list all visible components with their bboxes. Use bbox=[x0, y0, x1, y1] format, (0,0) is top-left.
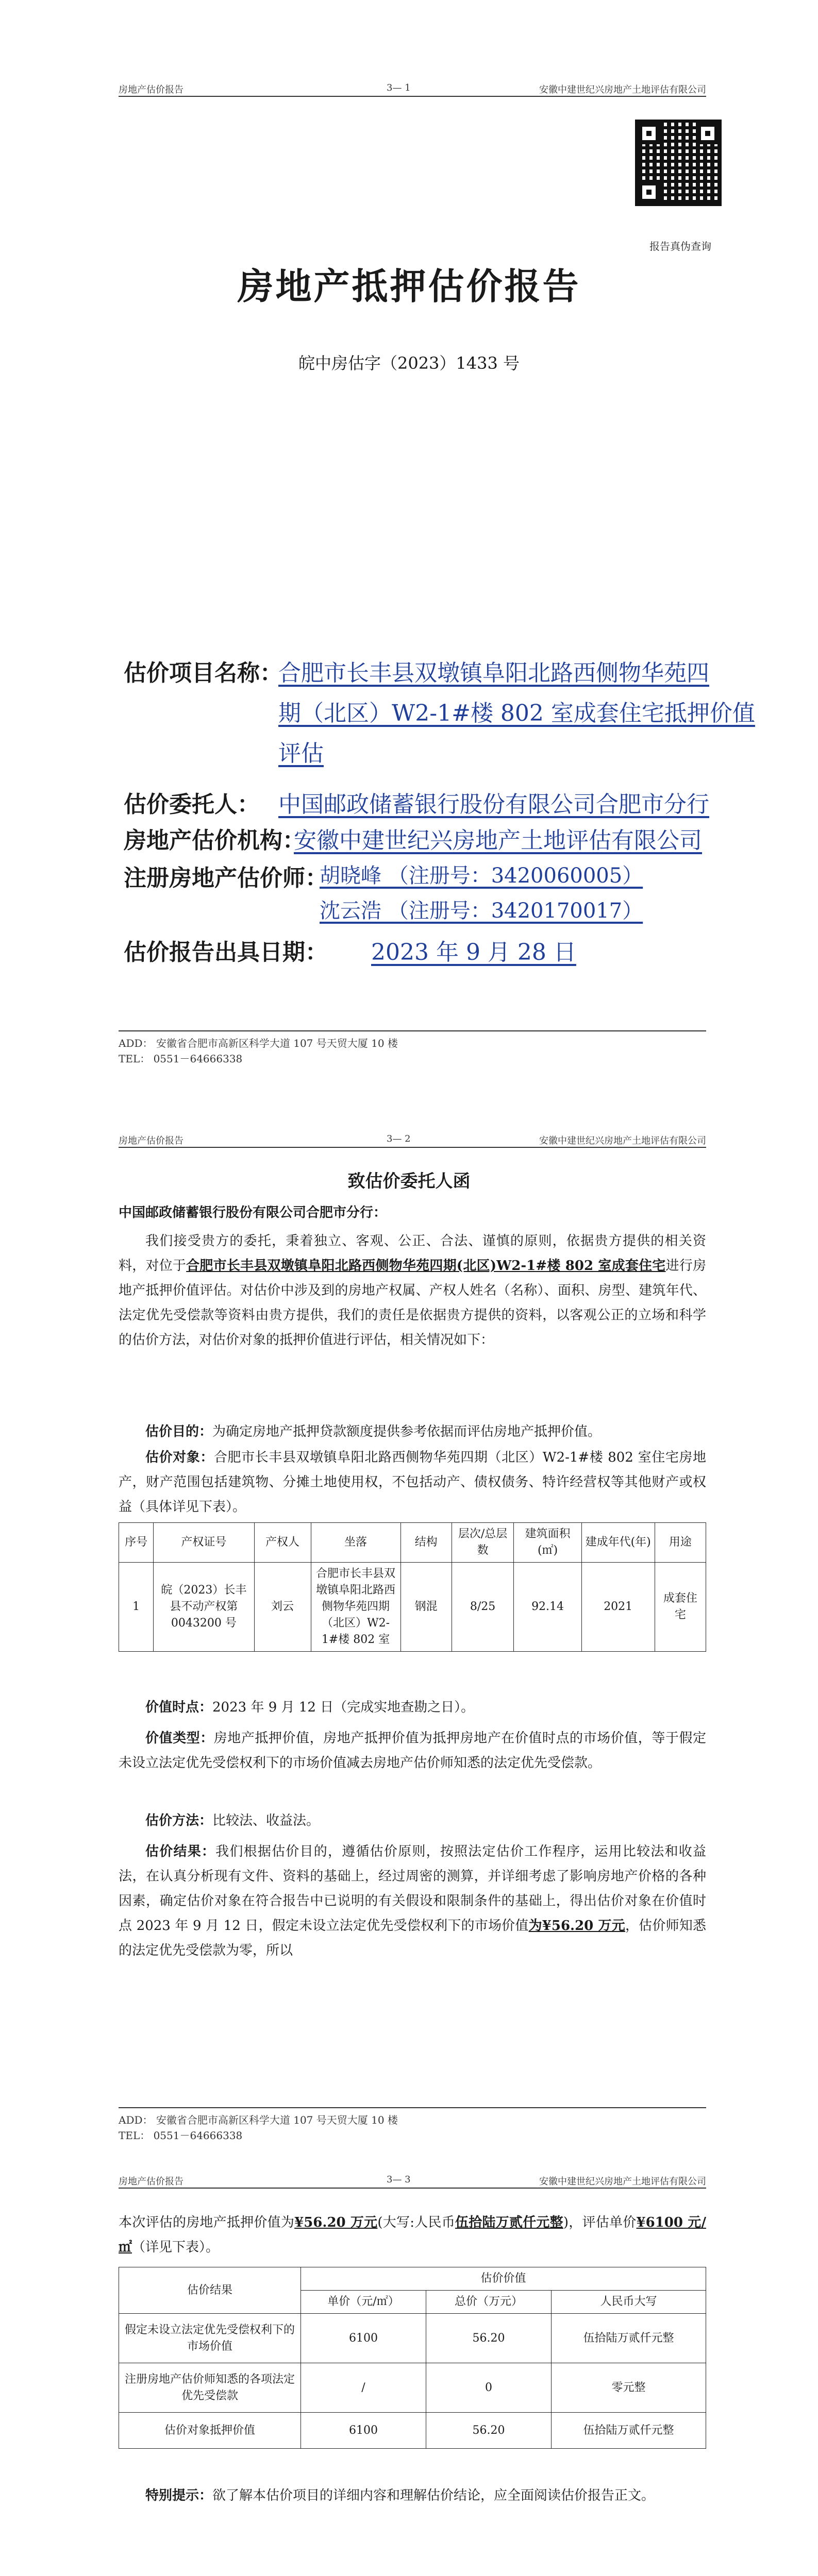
cell-floor: 8/25 bbox=[452, 1563, 514, 1652]
client-value: 中国邮政储蓄银行股份有限公司合肥市分行 bbox=[278, 791, 709, 818]
note-text: 欲了解本估价项目的详细内容和理解估价结论，应全面阅读估价报告正文。 bbox=[212, 2488, 655, 2503]
value-summary-paragraph bbox=[119, 2210, 706, 2260]
th-cert: 产权证号 bbox=[154, 1523, 254, 1563]
project-line-2: 期（北区）W2-1#楼 802 室成套住宅抵押价值 bbox=[278, 700, 755, 726]
project-name-block bbox=[124, 654, 755, 778]
cell-total: 0 bbox=[426, 2363, 552, 2413]
letter-page bbox=[0, 1082, 818, 2164]
page-footer bbox=[119, 1030, 706, 1066]
cell-caps: 伍拾陆万贰仟元整 bbox=[552, 2413, 706, 2449]
table-row bbox=[119, 1563, 706, 1652]
appraiser-block bbox=[124, 859, 706, 931]
footer-tel: TEL： 0551－64666338 bbox=[119, 2129, 243, 2142]
header-left: 房地产估价报告 bbox=[119, 84, 183, 95]
cell-caps: 伍拾陆万贰仟元整 bbox=[552, 2314, 706, 2363]
appraiser-1: 胡晓峰 （注册号：3420060005） bbox=[320, 864, 643, 888]
header-right: 安徽中建世纪兴房地产土地评估有限公司 bbox=[539, 1136, 706, 1146]
issue-date-block bbox=[124, 934, 706, 964]
value-text-a: 本次评估的房地产抵押价值为 bbox=[119, 2215, 295, 2230]
value-unit-price: ¥6100 元/㎡ bbox=[119, 2215, 706, 2255]
cell-location: 合肥市长丰县双墩镇阜阳北路西侧物华苑四期（北区）W2-1#楼 802 室 bbox=[311, 1563, 400, 1652]
object-text: 合肥市长丰县双墩镇阜阳北路西侧物华苑四期（北区）W2-1#楼 802 室住宅房地产，财产范围包括建筑物、分摊土地使用权，不包括动产、债权债务、特许经营权等其他财产或权益（具体详见下表）。 bbox=[119, 1450, 706, 1515]
table-header-row bbox=[119, 1523, 706, 1563]
cell-use: 成套住宅 bbox=[655, 1563, 706, 1652]
method-label: 估价方法： bbox=[145, 1813, 213, 1828]
table-row bbox=[119, 2363, 706, 2413]
page-header bbox=[119, 82, 706, 97]
cell-unit: / bbox=[301, 2363, 426, 2413]
cell-label: 注册房地产估价师知悉的各项法定优先受偿款 bbox=[119, 2363, 301, 2413]
cell-unit: 6100 bbox=[301, 2413, 426, 2449]
note-paragraph bbox=[119, 2483, 706, 2508]
header-left: 房地产估价报告 bbox=[119, 1136, 183, 1146]
table-row bbox=[119, 2314, 706, 2363]
header-right: 安徽中建世纪兴房地产土地评估有限公司 bbox=[539, 2176, 706, 2187]
th-area: 建筑面积(㎡) bbox=[514, 1523, 581, 1563]
cell-no: 1 bbox=[119, 1563, 154, 1652]
property-table bbox=[119, 1522, 706, 1652]
value-caps: 伍拾陆万贰仟元整 bbox=[455, 2215, 563, 2230]
page-mark: 3— 2 bbox=[387, 1133, 411, 1144]
cell-total: 56.20 bbox=[426, 2314, 552, 2363]
valuation-table bbox=[119, 2267, 706, 2449]
appraiser-label: 注册房地产估价师： bbox=[124, 865, 328, 891]
cell-total: 56.20 bbox=[426, 2413, 552, 2449]
th-value: 估价价值 bbox=[301, 2267, 706, 2291]
purpose-paragraph bbox=[119, 1419, 706, 1444]
object-label: 估价对象： bbox=[145, 1450, 214, 1465]
th-year: 建成年代(年) bbox=[581, 1523, 655, 1563]
value-text-d: （详见下表）。 bbox=[132, 2240, 220, 2255]
th-owner: 产权人 bbox=[254, 1523, 311, 1563]
table-header-row bbox=[119, 2267, 706, 2291]
valdate-label: 价值时点： bbox=[145, 1700, 213, 1715]
th-structure: 结构 bbox=[400, 1523, 452, 1563]
cell-owner: 刘云 bbox=[254, 1563, 311, 1652]
page-header bbox=[119, 1133, 706, 1148]
cell-label: 假定未设立法定优先受偿权利下的市场价值 bbox=[119, 2314, 301, 2363]
agency-value: 安徽中建世纪兴房地产土地评估有限公司 bbox=[294, 827, 702, 854]
th-unit-price: 单价（元/㎡） bbox=[301, 2291, 426, 2314]
th-no: 序号 bbox=[119, 1523, 154, 1563]
page-header bbox=[119, 2174, 706, 2189]
cell-label: 估价对象抵押价值 bbox=[119, 2413, 301, 2449]
letter-intro bbox=[119, 1229, 706, 1352]
letter-addressee: 中国邮政储蓄银行股份有限公司合肥市分行： bbox=[119, 1205, 387, 1221]
object-paragraph bbox=[119, 1445, 706, 1519]
footer-address: ADD： 安徽省合肥市高新区科学大道 107 号天贸大厦 10 楼 bbox=[119, 2114, 398, 2126]
footer-tel: TEL： 0551－64666338 bbox=[119, 1053, 243, 1065]
method-text: 比较法、收益法。 bbox=[212, 1813, 320, 1828]
report-title: 房地产抵押估价报告 bbox=[237, 265, 581, 308]
cell-structure: 钢混 bbox=[400, 1563, 452, 1652]
cover-page bbox=[0, 0, 818, 1082]
page-mark: 3— 1 bbox=[387, 82, 411, 93]
valtype-text: 房地产抵押价值，房地产抵押价值为抵押房地产在价值时点的市场价值，等于假定未设立法定优先受偿权利下的市场价值减去房地产估价师知悉的法定优先受偿款。 bbox=[119, 1731, 706, 1771]
footer-address: ADD： 安徽省合肥市高新区科学大道 107 号天贸大厦 10 楼 bbox=[119, 1037, 398, 1049]
th-caps: 人民币大写 bbox=[552, 2291, 706, 2314]
cell-cert: 皖（2023）长丰县不动产权第 0043200 号 bbox=[154, 1563, 254, 1652]
method-paragraph bbox=[119, 1808, 706, 1833]
valtype-paragraph bbox=[119, 1726, 706, 1775]
result-label: 估价结果： bbox=[145, 1844, 216, 1859]
issue-date-label: 估价报告出具日期： bbox=[124, 939, 328, 965]
issue-date-value: 2023 年 9 月 28 日 bbox=[371, 939, 576, 965]
result-amount: 为¥56.20 万元 bbox=[528, 1918, 625, 1934]
cell-year: 2021 bbox=[581, 1563, 655, 1652]
project-line-1: 合肥市长丰县双墩镇阜阳北路西侧物华苑四 bbox=[278, 660, 709, 686]
header-left: 房地产估价报告 bbox=[119, 2176, 183, 2187]
th-location: 坐落 bbox=[311, 1523, 400, 1563]
header-right: 安徽中建世纪兴房地产土地评估有限公司 bbox=[539, 84, 706, 95]
value-text-c: )，评估单价 bbox=[563, 2215, 637, 2230]
cell-area: 92.14 bbox=[514, 1563, 581, 1652]
result-page bbox=[0, 2164, 818, 2576]
client-label: 估价委托人： bbox=[124, 791, 260, 818]
page-mark: 3— 3 bbox=[387, 2174, 411, 2185]
project-line-3: 评估 bbox=[278, 740, 324, 767]
qr-code-icon[interactable] bbox=[635, 120, 722, 206]
valdate-paragraph bbox=[119, 1695, 706, 1720]
intro-text-c: 进行房地产抵押价值评估。对估价中涉及到的房地产权属、产权人姓名（名称）、面积、房型、建筑年代、法定优先受偿款等资料由贵方提供，我们的责任是依据贵方提供的资料，以客观公正的立场和科学的估价方法，对估价对象的抵押价值进行评估，相关情况如下： bbox=[119, 1258, 706, 1348]
note-label: 特别提示： bbox=[145, 2488, 213, 2503]
valtype-label: 价值类型： bbox=[145, 1731, 214, 1746]
client-block bbox=[124, 786, 709, 818]
intro-property: 合肥市长丰县双墩镇阜阳北路西侧物华苑四期(北区)W2-1#楼 802 室成套住宅 bbox=[186, 1258, 666, 1274]
value-amount: ¥56.20 万元 bbox=[294, 2215, 378, 2230]
appraiser-2: 沈云浩 （注册号：3420170017） bbox=[320, 899, 643, 923]
cell-caps: 零元整 bbox=[552, 2363, 706, 2413]
valdate-text: 2023 年 9 月 12 日（完成实地查勘之日）。 bbox=[212, 1700, 475, 1715]
qr-caption: 报告真伪查询 bbox=[649, 240, 711, 252]
agency-block bbox=[124, 822, 706, 853]
intro-text-a: 我们接受贵方的委托，秉着独立、客观、公正、合法、谨慎的原则，依据贵方提供的相关资料，对位于 bbox=[119, 1233, 706, 1274]
th-result: 估价结果 bbox=[119, 2267, 301, 2314]
th-use: 用途 bbox=[655, 1523, 706, 1563]
project-label: 估价项目名称： bbox=[124, 660, 282, 686]
cell-unit: 6100 bbox=[301, 2314, 426, 2363]
result-text: 我们根据估价目的，遵循估价原则，按照法定估价工作程序，运用比较法和收益法，在认真分析现有文件、资料的基础上，经过周密的测算，并详细考虑了影响房地产价格的各种因素，确定估价对象在符合报告中已说明的有关假设和限制条件的基础上，得出估价对象在价值时点 2023 年 9 月 12 日，假定未设立法定优先受偿权利下的市场价值 bbox=[119, 1844, 706, 1934]
agency-label: 房地产估价机构： bbox=[124, 827, 305, 854]
value-text-b: (大写:人民币 bbox=[377, 2215, 455, 2230]
th-floor: 层次/总层数 bbox=[452, 1523, 514, 1563]
result-paragraph bbox=[119, 1839, 706, 1963]
result-tail: ，估价师知悉的法定优先受偿款为零，所以 bbox=[119, 1918, 706, 1958]
letter-title: 致估价委托人函 bbox=[347, 1171, 471, 1192]
th-total: 总价（万元） bbox=[426, 2291, 552, 2314]
purpose-text: 为确定房地产抵押贷款额度提供参考依据而评估房地产抵押价值。 bbox=[212, 1424, 602, 1439]
document-number: 皖中房估字（2023）1433 号 bbox=[298, 353, 520, 373]
table-row bbox=[119, 2413, 706, 2449]
page-footer bbox=[119, 2107, 706, 2143]
purpose-label: 估价目的： bbox=[145, 1424, 213, 1439]
